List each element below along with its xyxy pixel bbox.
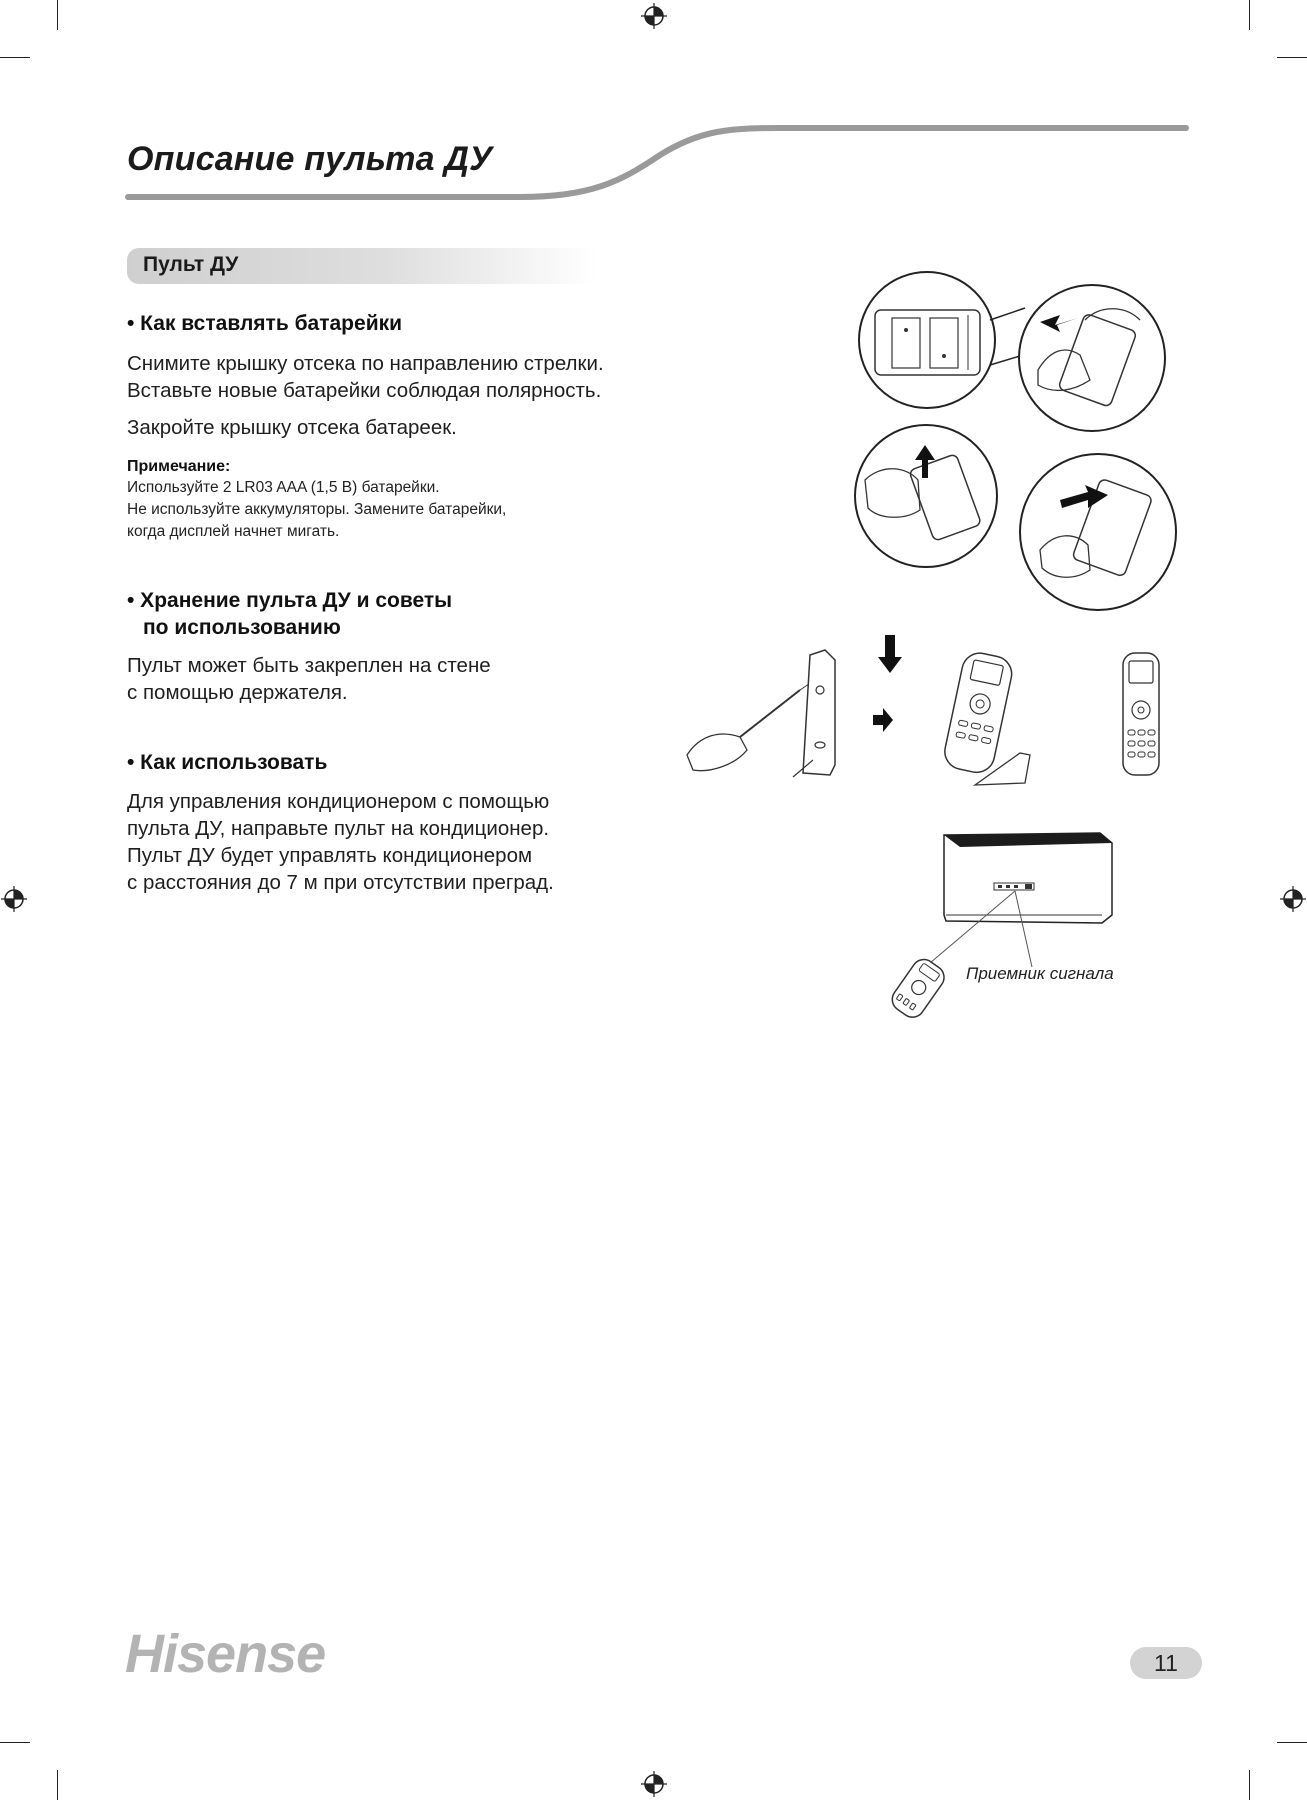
crop-mark <box>1249 0 1250 30</box>
crop-mark <box>1249 1770 1250 1800</box>
brand-logo: Hisense <box>125 1624 326 1684</box>
battery-compartment-detail <box>859 272 1040 408</box>
storage-heading-line-2: по использованию <box>143 616 341 639</box>
wall-holder-illustration <box>685 625 1195 790</box>
registration-mark-icon <box>641 3 667 29</box>
usage-line-4: с расстояния до 7 м при отсутствии преград. <box>127 871 554 894</box>
remove-cover-step <box>1019 285 1165 431</box>
remote-in-holder <box>942 650 1015 776</box>
arrow-down-icon <box>878 635 902 673</box>
note-line-3: когда дисплей начнет мигать. <box>127 523 340 540</box>
batteries-line-3: Закройте крышку отсека батареек. <box>127 416 457 439</box>
page-number: 11 <box>1130 1647 1202 1679</box>
remote-front-view <box>1123 653 1159 775</box>
registration-mark-icon <box>1 886 27 912</box>
batteries-line-1: Снимите крышку отсека по направлению стрелки. <box>127 352 604 375</box>
crop-mark <box>57 1770 58 1800</box>
registration-mark-icon <box>1280 886 1306 912</box>
batteries-line-2: Вставьте новые батарейки соблюдая полярность. <box>127 379 602 402</box>
note-title: Примечание: <box>127 458 231 475</box>
battery-insertion-illustration <box>850 270 1180 620</box>
storage-line-1: Пульт может быть закреплен на стене <box>127 654 491 677</box>
storage-line-2: с помощью держателя. <box>127 681 348 704</box>
crop-mark <box>57 0 58 30</box>
note-line-1: Используйте 2 LR03 AAA (1,5 В) батарейки. <box>127 479 440 496</box>
storage-heading-line-1: • Хранение пульта ДУ и советы <box>127 589 453 612</box>
usage-heading: • Как использовать <box>127 751 328 774</box>
note-line-2: Не используйте аккумуляторы. Замените батарейки, <box>127 501 507 518</box>
receiver-caption: Приемник сигнала <box>966 964 1114 983</box>
crop-mark <box>0 1742 30 1743</box>
arrow-right-icon <box>873 708 893 732</box>
batteries-heading: • Как вставлять батарейки <box>127 312 403 335</box>
registration-mark-icon <box>641 1771 667 1797</box>
crop-mark <box>0 57 30 58</box>
usage-line-3: Пульт ДУ будет управлять кондиционером <box>127 844 533 867</box>
section-label: Пульт ДУ <box>143 253 239 276</box>
crop-mark <box>1277 57 1307 58</box>
indoor-unit <box>944 833 1112 923</box>
page-title: Описание пульта ДУ <box>127 140 493 178</box>
usage-line-1: Для управления кондиционером с помощью <box>127 790 550 813</box>
close-cover-step <box>1020 454 1176 610</box>
remote-pointing <box>888 955 949 1022</box>
air-conditioner-illustration <box>880 825 1125 1025</box>
usage-line-2: пульта ДУ, направьте пульт на кондиционер. <box>127 817 550 840</box>
insert-batteries-step <box>855 425 997 567</box>
crop-mark <box>1277 1742 1307 1743</box>
